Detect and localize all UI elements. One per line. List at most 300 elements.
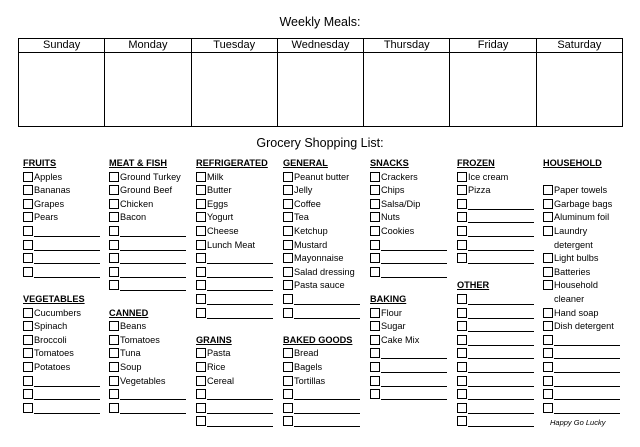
checkbox[interactable] — [457, 321, 467, 331]
write-in-line[interactable] — [381, 347, 447, 359]
write-in-line[interactable] — [381, 266, 447, 278]
item-label: Jelly — [294, 185, 313, 196]
item-label: Coffee — [294, 198, 321, 209]
checkbox[interactable] — [370, 321, 380, 331]
list-item — [457, 184, 534, 198]
checkbox[interactable] — [109, 172, 119, 182]
list-item — [283, 225, 360, 239]
checkbox[interactable] — [196, 308, 206, 318]
write-in-line[interactable] — [468, 402, 534, 414]
item-label: Garbage bags — [554, 198, 613, 209]
checkbox[interactable] — [196, 185, 206, 195]
blank-item — [543, 361, 620, 375]
checkbox[interactable] — [23, 267, 33, 277]
weekly-meals-title: Weekly Meals: — [279, 15, 361, 29]
checkbox[interactable] — [23, 172, 33, 182]
section-heading-general: GENERAL — [283, 158, 328, 168]
grocery-column — [370, 157, 447, 402]
checkbox[interactable] — [283, 212, 293, 222]
checkbox[interactable] — [196, 348, 206, 358]
list-item — [196, 225, 273, 239]
write-in-line[interactable] — [381, 375, 447, 387]
meal-cell-thursday[interactable] — [364, 53, 450, 127]
list-item — [543, 266, 620, 280]
write-in-line[interactable] — [468, 225, 534, 237]
day-header-tuesday: Tuesday — [191, 39, 277, 53]
item-label: Household cleaner — [554, 280, 598, 304]
write-in-line[interactable] — [207, 252, 273, 264]
checkbox[interactable] — [23, 403, 33, 413]
checkbox[interactable] — [370, 253, 380, 263]
item-label: Pizza — [468, 185, 491, 196]
write-in-line[interactable] — [207, 266, 273, 278]
list-item — [109, 198, 186, 212]
write-in-line[interactable] — [381, 252, 447, 264]
checkbox[interactable] — [196, 376, 206, 386]
checkbox[interactable] — [457, 172, 467, 182]
blank-item — [196, 279, 273, 293]
list-item — [543, 307, 620, 321]
list-item — [109, 211, 186, 225]
item-label: Vegetables — [120, 375, 166, 386]
list-item — [283, 375, 360, 389]
write-in-line[interactable] — [468, 211, 534, 223]
checkbox[interactable] — [543, 376, 553, 386]
checkbox[interactable] — [196, 172, 206, 182]
blank-item — [543, 402, 620, 416]
item-label: Peanut butter — [294, 171, 350, 182]
day-header-thursday: Thursday — [364, 39, 450, 53]
blank-item — [457, 415, 534, 429]
day-header-friday: Friday — [450, 39, 536, 53]
write-in-line[interactable] — [554, 361, 620, 373]
checkbox[interactable] — [283, 376, 293, 386]
checkbox[interactable] — [109, 321, 119, 331]
blank-item — [196, 252, 273, 266]
meal-cell-friday[interactable] — [450, 53, 536, 127]
list-item — [196, 184, 273, 198]
grocery-column — [109, 157, 186, 415]
blank-item — [109, 239, 186, 253]
section-heading-vegetables: VEGETABLES — [23, 293, 85, 304]
write-in-line[interactable] — [468, 347, 534, 359]
checkbox[interactable] — [196, 403, 206, 413]
checkbox[interactable] — [543, 321, 553, 331]
checkbox[interactable] — [196, 267, 206, 277]
checkbox[interactable] — [196, 294, 206, 304]
write-in-line[interactable] — [381, 361, 447, 373]
checkbox[interactable] — [23, 335, 33, 345]
meal-cell-sunday[interactable] — [19, 53, 105, 127]
checkbox[interactable] — [23, 376, 33, 386]
item-label: Ground Turkey — [120, 171, 181, 182]
weekly-meals-table — [18, 38, 623, 127]
checkbox[interactable] — [196, 253, 206, 263]
write-in-line[interactable] — [34, 266, 100, 278]
write-in-line[interactable] — [34, 402, 100, 414]
checkbox[interactable] — [283, 185, 293, 195]
blank-item — [370, 347, 447, 361]
checkbox[interactable] — [370, 335, 380, 345]
item-label: Pasta sauce — [294, 280, 345, 291]
checkbox[interactable] — [109, 362, 119, 372]
day-header-monday: Monday — [105, 39, 191, 53]
section-heading-fruits: FRUITS — [23, 158, 57, 168]
write-in-line[interactable] — [294, 415, 360, 427]
write-in-line[interactable] — [468, 388, 534, 400]
checkbox[interactable] — [283, 280, 293, 290]
write-in-line[interactable] — [468, 415, 534, 427]
item-label: Batteries — [554, 266, 591, 277]
section-heading-grains: GRAINS — [196, 334, 232, 345]
list-item — [196, 375, 273, 389]
checkbox[interactable] — [23, 389, 33, 399]
checkbox[interactable] — [23, 199, 33, 209]
list-item — [370, 198, 447, 212]
checkbox[interactable] — [23, 348, 33, 358]
write-in-line[interactable] — [468, 307, 534, 319]
blank-item — [457, 252, 534, 266]
checkbox[interactable] — [543, 403, 553, 413]
item-label: Eggs — [207, 198, 228, 209]
blank-item — [543, 334, 620, 348]
checkbox[interactable] — [457, 212, 467, 222]
checkbox[interactable] — [543, 389, 553, 399]
item-label: Apples — [34, 171, 63, 182]
checkbox[interactable] — [370, 362, 380, 372]
list-item — [370, 171, 447, 185]
day-header-saturday: Saturday — [536, 39, 622, 53]
list-item — [543, 211, 620, 225]
blank-item — [370, 361, 447, 375]
write-in-line[interactable] — [207, 307, 273, 319]
checkbox[interactable] — [370, 348, 380, 358]
blank-item — [283, 307, 360, 321]
write-in-line[interactable] — [554, 334, 620, 346]
checkbox[interactable] — [23, 321, 33, 331]
list-item — [23, 347, 100, 361]
checkbox[interactable] — [196, 362, 206, 372]
write-in-line[interactable] — [120, 266, 186, 278]
checkbox[interactable] — [283, 172, 293, 182]
item-label: Lunch Meat — [207, 239, 256, 250]
checkbox[interactable] — [109, 376, 119, 386]
write-in-line[interactable] — [294, 388, 360, 400]
write-in-line[interactable] — [468, 252, 534, 264]
list-item — [23, 320, 100, 334]
blank-item — [457, 320, 534, 334]
item-label: Tomatoes — [34, 348, 74, 359]
meal-cell-wednesday[interactable] — [277, 53, 363, 127]
checkbox[interactable] — [283, 199, 293, 209]
write-in-line[interactable] — [554, 402, 620, 414]
checkbox[interactable] — [370, 308, 380, 318]
checkbox[interactable] — [457, 253, 467, 263]
checkbox[interactable] — [370, 185, 380, 195]
blank-item — [23, 375, 100, 389]
write-in-line[interactable] — [120, 388, 186, 400]
item-label: Pasta — [207, 348, 231, 359]
write-in-line[interactable] — [554, 388, 620, 400]
checkbox[interactable] — [283, 403, 293, 413]
section-heading-canned: CANNED — [109, 307, 149, 318]
item-label: Soup — [120, 361, 142, 372]
blank-item — [457, 334, 534, 348]
grocery-column — [457, 157, 534, 429]
checkbox[interactable] — [457, 389, 467, 399]
write-in-line[interactable] — [468, 361, 534, 373]
checkbox[interactable] — [543, 280, 553, 290]
list-item — [109, 375, 186, 389]
item-label: Light bulbs — [554, 253, 599, 264]
checkbox[interactable] — [457, 362, 467, 372]
item-label: Potatoes — [34, 361, 71, 372]
checkbox[interactable] — [283, 389, 293, 399]
section-spacer — [457, 266, 534, 280]
blank-item — [457, 402, 534, 416]
checkbox[interactable] — [543, 212, 553, 222]
checkbox[interactable] — [543, 226, 553, 236]
list-item — [23, 184, 100, 198]
write-in-line[interactable] — [34, 239, 100, 251]
checkbox[interactable] — [543, 253, 553, 263]
blank-item — [370, 252, 447, 266]
checkbox[interactable] — [283, 362, 293, 372]
write-in-line[interactable] — [34, 252, 100, 264]
meal-cell-saturday[interactable] — [536, 53, 622, 127]
list-item — [283, 347, 360, 361]
section-spacer — [283, 320, 360, 334]
checkbox[interactable] — [23, 240, 33, 250]
blank-item — [23, 225, 100, 239]
checkbox[interactable] — [543, 362, 553, 372]
checkbox[interactable] — [457, 308, 467, 318]
item-label: Salad dressing — [294, 266, 355, 277]
item-label: Chicken — [120, 198, 154, 209]
meal-cell-monday[interactable] — [105, 53, 191, 127]
write-in-line[interactable] — [294, 293, 360, 305]
list-item — [457, 171, 534, 185]
checkbox[interactable] — [109, 226, 119, 236]
item-label: Ground Beef — [120, 185, 173, 196]
checkbox[interactable] — [457, 335, 467, 345]
write-in-line[interactable] — [207, 415, 273, 427]
write-in-line[interactable] — [468, 320, 534, 332]
item-label: Hand soap — [554, 307, 599, 318]
write-in-line[interactable] — [207, 293, 273, 305]
list-item — [283, 171, 360, 185]
checkbox[interactable] — [23, 362, 33, 372]
checkbox[interactable] — [109, 403, 119, 413]
section-heading-refrigerated: REFRIGERATED — [196, 158, 268, 168]
checkbox[interactable] — [109, 240, 119, 250]
write-in-line[interactable] — [554, 347, 620, 359]
item-label: Aluminum foil — [554, 212, 610, 223]
checkbox[interactable] — [109, 335, 119, 345]
blank-item — [109, 388, 186, 402]
checkbox[interactable] — [370, 212, 380, 222]
checkbox[interactable] — [283, 267, 293, 277]
write-in-line[interactable] — [120, 279, 186, 291]
checkbox[interactable] — [457, 185, 467, 195]
blank-item — [457, 239, 534, 253]
checkbox[interactable] — [370, 376, 380, 386]
list-item — [543, 252, 620, 266]
write-in-line[interactable] — [120, 252, 186, 264]
item-label: Pears — [34, 212, 59, 223]
list-item — [109, 361, 186, 375]
list-item — [109, 320, 186, 334]
write-in-line[interactable] — [294, 307, 360, 319]
checkbox[interactable] — [196, 280, 206, 290]
write-in-line[interactable] — [381, 239, 447, 251]
blank-item — [109, 279, 186, 293]
grocery-column — [23, 157, 100, 415]
blank-item — [370, 388, 447, 402]
checkbox[interactable] — [196, 226, 206, 236]
checkbox[interactable] — [109, 280, 119, 290]
checkbox[interactable] — [23, 253, 33, 263]
checkbox[interactable] — [283, 348, 293, 358]
write-in-line[interactable] — [207, 402, 273, 414]
blank-item — [283, 293, 360, 307]
checkbox[interactable] — [457, 348, 467, 358]
blank-item — [543, 347, 620, 361]
checkbox[interactable] — [457, 240, 467, 250]
checkbox[interactable] — [283, 294, 293, 304]
list-item — [543, 198, 620, 212]
checkbox[interactable] — [196, 199, 206, 209]
section-heading-frozen: FROZEN — [457, 158, 495, 168]
item-label: Milk — [207, 171, 224, 182]
item-label: Tea — [294, 212, 309, 223]
item-label: Tortillas — [294, 375, 326, 386]
checkbox[interactable] — [283, 416, 293, 426]
checkbox[interactable] — [457, 376, 467, 386]
checkbox[interactable] — [109, 212, 119, 222]
checkbox[interactable] — [283, 253, 293, 263]
item-label: Cheese — [207, 225, 239, 236]
blank-item — [23, 402, 100, 416]
checkbox[interactable] — [543, 199, 553, 209]
item-label: Tuna — [120, 348, 141, 359]
checkbox[interactable] — [196, 212, 206, 222]
write-in-line[interactable] — [468, 375, 534, 387]
checkbox[interactable] — [370, 240, 380, 250]
checkbox[interactable] — [543, 348, 553, 358]
list-item — [196, 171, 273, 185]
checkbox[interactable] — [457, 199, 467, 209]
write-in-line[interactable] — [468, 334, 534, 346]
write-in-line[interactable] — [120, 239, 186, 251]
checkbox[interactable] — [109, 389, 119, 399]
meal-cell-tuesday[interactable] — [191, 53, 277, 127]
item-label: Salsa/Dip — [381, 198, 421, 209]
item-label: Cookies — [381, 225, 415, 236]
checkbox[interactable] — [543, 335, 553, 345]
grocery-column — [196, 157, 273, 429]
list-item — [109, 171, 186, 185]
write-in-line[interactable] — [207, 388, 273, 400]
item-label: Ketchup — [294, 225, 328, 236]
list-item — [283, 211, 360, 225]
blank-item — [457, 361, 534, 375]
checkbox[interactable] — [457, 294, 467, 304]
write-in-line[interactable] — [34, 225, 100, 237]
write-in-line[interactable] — [120, 402, 186, 414]
write-in-line[interactable] — [120, 225, 186, 237]
checkbox[interactable] — [196, 389, 206, 399]
item-label: Cucumbers — [34, 307, 81, 318]
checkbox[interactable] — [457, 403, 467, 413]
list-item — [196, 198, 273, 212]
list-item — [283, 252, 360, 266]
write-in-line[interactable] — [468, 239, 534, 251]
blank-item — [23, 388, 100, 402]
checkbox[interactable] — [543, 308, 553, 318]
checkbox[interactable] — [543, 267, 553, 277]
day-header-wednesday: Wednesday — [277, 39, 363, 53]
footer-signature: Happy Go Lucky — [550, 418, 606, 427]
section-spacer — [370, 279, 447, 293]
section-spacer — [196, 320, 273, 334]
checkbox[interactable] — [109, 185, 119, 195]
write-in-line[interactable] — [294, 402, 360, 414]
checkbox[interactable] — [370, 172, 380, 182]
write-in-line[interactable] — [381, 388, 447, 400]
section-heading-household: HOUSEHOLD — [543, 158, 602, 168]
checkbox[interactable] — [109, 253, 119, 263]
item-label: Flour — [381, 307, 402, 318]
checkbox[interactable] — [370, 199, 380, 209]
checkbox[interactable] — [457, 416, 467, 426]
checkbox[interactable] — [283, 308, 293, 318]
list-item — [196, 361, 273, 375]
blank-item — [23, 252, 100, 266]
checkbox[interactable] — [109, 267, 119, 277]
checkbox[interactable] — [370, 267, 380, 277]
write-in-line[interactable] — [554, 375, 620, 387]
write-in-line[interactable] — [468, 293, 534, 305]
checkbox[interactable] — [23, 308, 33, 318]
write-in-line[interactable] — [468, 198, 534, 210]
item-label: Laundry detergent — [554, 225, 593, 250]
item-label: Bagels — [294, 361, 323, 372]
checkbox[interactable] — [196, 240, 206, 250]
checkbox[interactable] — [109, 199, 119, 209]
checkbox[interactable] — [23, 212, 33, 222]
write-in-line[interactable] — [34, 388, 100, 400]
checkbox[interactable] — [283, 240, 293, 250]
checkbox[interactable] — [457, 226, 467, 236]
list-item — [23, 211, 100, 225]
list-item — [370, 307, 447, 321]
checkbox[interactable] — [109, 348, 119, 358]
item-label: Beans — [120, 321, 147, 332]
checkbox[interactable] — [543, 185, 553, 195]
checkbox[interactable] — [283, 226, 293, 236]
list-item — [23, 171, 100, 185]
write-in-line[interactable] — [207, 279, 273, 291]
item-label: Bananas — [34, 185, 71, 196]
checkbox[interactable] — [196, 416, 206, 426]
list-item — [543, 320, 620, 334]
checkbox[interactable] — [23, 226, 33, 236]
write-in-line[interactable] — [34, 375, 100, 387]
checkbox[interactable] — [370, 389, 380, 399]
checkbox[interactable] — [370, 226, 380, 236]
checkbox[interactable] — [23, 185, 33, 195]
